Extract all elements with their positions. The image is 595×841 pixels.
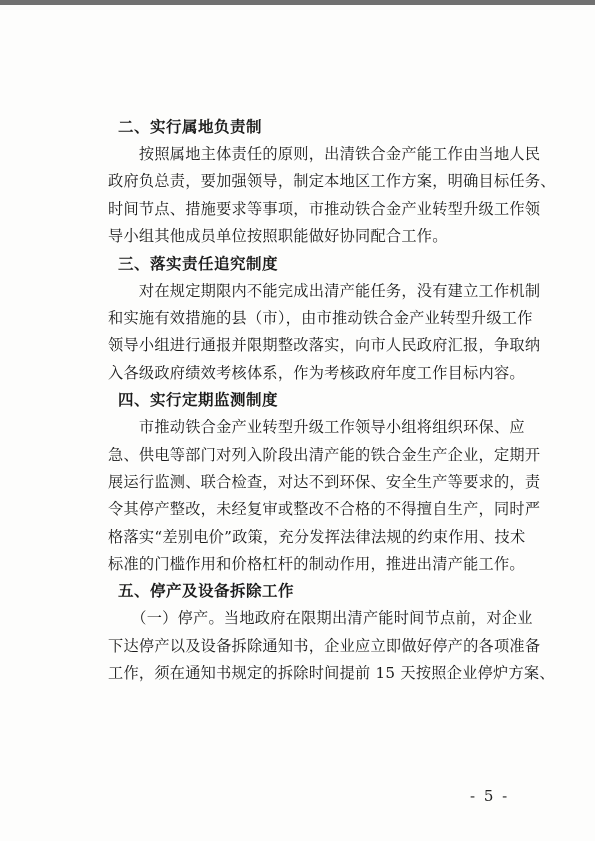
page-number: - 5 - — [470, 787, 510, 805]
text-line: 格落实“差别电价”政策，充分发挥法律法规的约束作用、技术 — [108, 527, 526, 546]
text-line: 领导小组进行通报并限期整改落实，向市人民政府汇报，争取纳 — [108, 336, 541, 355]
text-line: （一）停产。当地政府在限期出清产能时间节点前，对企业 — [108, 609, 533, 628]
section-heading: 三、落实责任追究制度 — [118, 254, 279, 273]
text-line: 标准的门槛作用和价格杠杆的制动作用，推进出清产能工作。 — [108, 555, 525, 574]
text-line: 令其停产整改，未经复审或整改不合格的不得擅自生产，同时严 — [108, 500, 541, 519]
document-body — [108, 114, 556, 688]
paragraph — [108, 278, 541, 388]
text-line: 导小组其他成员单位按照职能做好协同配合工作。 — [108, 227, 448, 246]
text-line: 急、供电等部门对列入阶段出清产能的铁合金生产企业，定期开 — [108, 445, 541, 464]
text-line: 展运行监测、联合检查，对达不到环保、安全生产等要求的，责 — [108, 472, 541, 491]
text-line: 政府负总责，要加强领导，制定本地区工作方案，明确目标任务、 — [108, 172, 556, 191]
paragraph — [108, 605, 555, 687]
section-heading: 五、停产及设备拆除工作 — [118, 582, 295, 601]
text-line: 工作，须在通知书规定的拆除时间提前 15 天按照企业停炉方案、 — [108, 664, 555, 683]
paragraph — [108, 141, 556, 251]
section-heading: 四、实行定期监测制度 — [118, 391, 279, 410]
text-line: 对在规定期限内不能完成出清产能任务，没有建立工作机制 — [108, 281, 541, 300]
section-heading: 二、实行属地负责制 — [118, 118, 263, 136]
text-line: 和实施有效措施的县（市），由市推动铁合金产业转型升级工作 — [108, 308, 533, 327]
text-line: 入各级政府绩效考核体系，作为考核政府年度工作目标内容。 — [108, 363, 525, 382]
text-line: 按照属地主体责任的原则，出清铁合金产能工作由当地人民 — [108, 145, 541, 163]
paragraph — [108, 414, 541, 578]
text-line: 时间节点、措施要求等事项，市推动铁合金产业转型升级工作领 — [108, 199, 541, 218]
text-line: 下达停产以及设备拆除通知书，企业应立即做好停产的各项准备 — [108, 636, 541, 655]
text-line: 市推动铁合金产业转型升级工作领导小组将组织环保、应 — [108, 418, 525, 437]
top-border-rule — [0, 0, 595, 5]
